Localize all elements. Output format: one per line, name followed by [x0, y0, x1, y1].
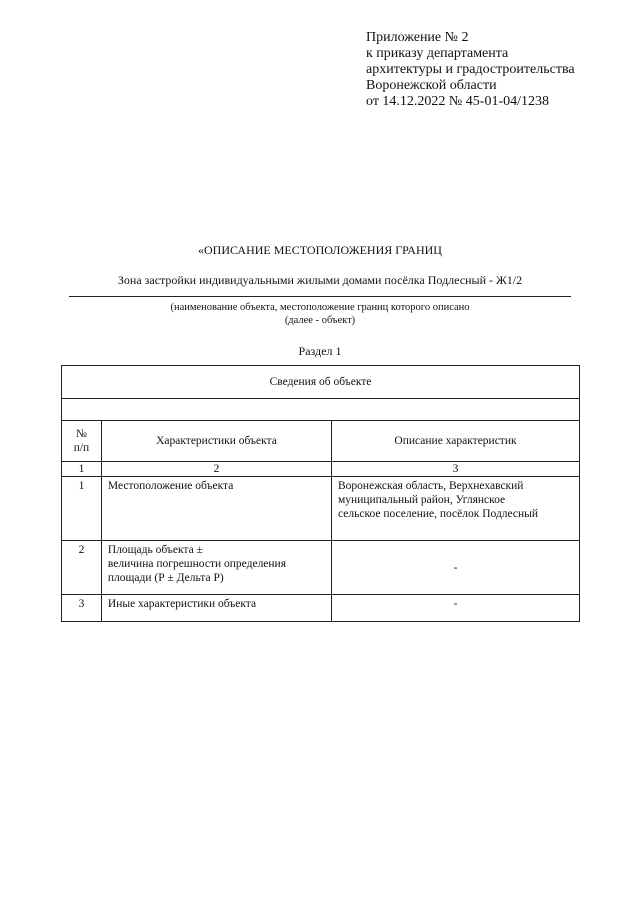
row-description: - [332, 595, 580, 622]
appendix-note [366, 30, 575, 110]
appendix-line: Воронежской области [366, 78, 497, 93]
index-cell: 1 [62, 462, 102, 477]
header-num-cell [62, 421, 102, 462]
appendix-line: Приложение № 2 [366, 30, 469, 45]
document-title: «ОПИСАНИЕ МЕСТОПОЛОЖЕНИЯ ГРАНИЦ [198, 243, 442, 257]
table-spacer-cell [62, 399, 580, 421]
row-num: 3 [62, 595, 102, 622]
row-num: 2 [62, 541, 102, 595]
table-row [62, 541, 580, 595]
table-index-row [62, 462, 580, 477]
section-title: Раздел 1 [298, 344, 342, 358]
table-spacer-row [62, 399, 580, 421]
object-name-caption [69, 301, 571, 327]
appendix-line: архитектуры и градостроительства [366, 62, 575, 77]
table-row [62, 595, 580, 622]
row-characteristic: Иные характеристики объекта [101, 595, 331, 622]
table-row [62, 477, 580, 541]
object-name: Зона застройки индивидуальными жилыми домами посёлка Подлесный - Ж1/2 [117, 273, 523, 287]
row-characteristic: Местоположение объекта [101, 477, 331, 541]
description-line: муниципальный район, Углянское [338, 494, 506, 506]
table-heading-row [62, 366, 580, 399]
appendix-line: к приказу департамента [366, 46, 509, 61]
header-description: Описание характеристик [332, 421, 580, 462]
index-cell: 3 [332, 462, 580, 477]
row-num: 1 [62, 477, 102, 541]
header-num-line: п/п [73, 442, 90, 454]
object-name-underline [69, 296, 571, 297]
characteristic-line: площади (Р ± Дельта Р) [107, 572, 224, 584]
row-characteristic [101, 541, 331, 595]
row-description [332, 477, 580, 541]
object-info-table [61, 365, 580, 622]
description-line: сельское поселение, посёлок Подлесный [338, 508, 539, 520]
header-num-line: № [75, 428, 87, 440]
caption-line: (наименование объекта, местоположение границ которого описано [170, 302, 470, 313]
table-header-row [62, 421, 580, 462]
characteristic-line: величина погрешности определения [107, 558, 287, 570]
index-cell: 2 [101, 462, 331, 477]
row-description: - [332, 541, 580, 595]
header-characteristics: Характеристики объекта [101, 421, 331, 462]
description-line: Воронежская область, Верхнехавский [338, 480, 524, 492]
caption-line: (далее - объект) [284, 315, 356, 326]
table-heading: Сведения об объекте [62, 366, 580, 399]
characteristic-line: Площадь объекта ± [107, 544, 203, 556]
appendix-line: от 14.12.2022 № 45-01-04/1238 [366, 94, 550, 109]
